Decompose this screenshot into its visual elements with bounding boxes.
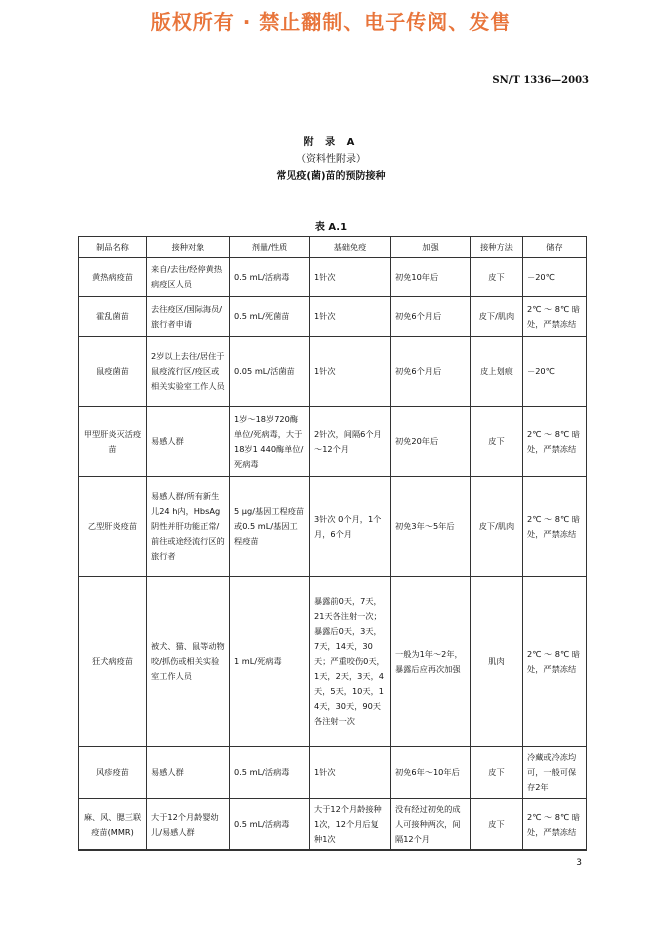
cell-storage: －20℃: [523, 337, 587, 407]
cell-booster: 初免20年后: [391, 407, 471, 477]
cell-route: 皮下: [471, 258, 523, 297]
header-target-group: 接种对象: [147, 237, 230, 258]
cell-product: 甲型肝炎灭活疫苗: [79, 407, 147, 477]
cell-product: 麻、风、腮三联疫苗(MMR): [79, 799, 147, 851]
table-row: [79, 407, 587, 477]
cell-storage: 冷藏或冷冻均可，一般可保存2年: [523, 747, 587, 799]
cell-target: 易感人群: [147, 407, 230, 477]
cell-storage: 2℃ ～ 8℃ 暗处，严禁冻结: [523, 577, 587, 747]
cell-route: 皮下: [471, 407, 523, 477]
table-row: [79, 799, 587, 851]
cell-basic: 1针次: [310, 747, 391, 799]
cell-dose: 0.5 mL/活病毒: [230, 799, 310, 851]
cell-product: 乙型肝炎疫苗: [79, 477, 147, 577]
annex-title: 常见疫(菌)苗的预防接种: [276, 171, 386, 182]
cell-booster: 一般为1年～2年，暴露后应再次加强: [391, 577, 471, 747]
vaccine-table: [78, 236, 587, 851]
standard-code: SN/T 1336—2003: [492, 75, 589, 86]
page-number: 3: [576, 858, 582, 868]
cell-target: 易感人群: [147, 747, 230, 799]
cell-route: 皮下: [471, 747, 523, 799]
cell-booster: 初免6个月后: [391, 337, 471, 407]
cell-target: 被犬、猫、鼠等动物咬/抓伤或相关实验室工作人员: [147, 577, 230, 747]
cell-route: 皮下: [471, 799, 523, 851]
cell-booster: 初免6个月后: [391, 297, 471, 337]
header-booster: 加强: [391, 237, 471, 258]
cell-route: 皮下/肌肉: [471, 297, 523, 337]
cell-dose: 0.05 mL/活菌苗: [230, 337, 310, 407]
cell-target: 易感人群/所有新生儿24 h内，HbsAg阴性并肝功能正常/前往或途经流行区的旅行者: [147, 477, 230, 577]
cell-storage: 2℃ ～ 8℃ 暗处，严禁冻结: [523, 407, 587, 477]
cell-dose: 0.5 mL/死菌苗: [230, 297, 310, 337]
watermark-banner: 版权所有 · 禁止翻制、电子传阅、发售: [150, 10, 512, 34]
table-row: [79, 337, 587, 407]
table-header-row: [79, 237, 587, 258]
header-storage: 储存: [523, 237, 587, 258]
cell-basic: 1针次: [310, 297, 391, 337]
cell-route: 肌肉: [471, 577, 523, 747]
cell-target: 大于12个月龄婴幼儿/易感人群: [147, 799, 230, 851]
cell-basic: 2针次，间隔6个月～12个月: [310, 407, 391, 477]
footer-rule: [78, 849, 586, 850]
cell-route: 皮下/肌肉: [471, 477, 523, 577]
table-row: [79, 577, 587, 747]
cell-dose: 1 mL/死病毒: [230, 577, 310, 747]
cell-dose: 1岁～18岁720酶单位/死病毒，大于18岁1 440酶单位/死病毒: [230, 407, 310, 477]
cell-target: 去往疫区/国际海员/旅行者申请: [147, 297, 230, 337]
cell-basic: 3针次 0个月，1个月，6个月: [310, 477, 391, 577]
cell-storage: －20℃: [523, 258, 587, 297]
cell-product: 狂犬病疫苗: [79, 577, 147, 747]
cell-storage: 2℃ ～ 8℃ 暗处，严禁冻结: [523, 477, 587, 577]
annex-label: 附 录 A: [303, 137, 359, 148]
table-row: [79, 297, 587, 337]
cell-basic: 1针次: [310, 258, 391, 297]
cell-product: 鼠疫菌苗: [79, 337, 147, 407]
cell-booster: 初免10年后: [391, 258, 471, 297]
header-product-name: 制品名称: [79, 237, 147, 258]
table-row: [79, 477, 587, 577]
header-basic-immunization: 基础免疫: [310, 237, 391, 258]
cell-basic: 1针次: [310, 337, 391, 407]
cell-storage: 2℃ ～ 8℃ 暗处，严禁冻结: [523, 799, 587, 851]
cell-basic: 大于12个月龄接种1次，12个月后复种1次: [310, 799, 391, 851]
cell-dose: 0.5 mL/活病毒: [230, 747, 310, 799]
annex-type: （资料性附录）: [296, 154, 366, 165]
header-route: 接种方法: [471, 237, 523, 258]
cell-product: 霍乱菌苗: [79, 297, 147, 337]
table-row: [79, 258, 587, 297]
table-caption: 表 A.1: [314, 222, 348, 233]
cell-booster: 没有经过初免的成人可接种两次，间隔12个月: [391, 799, 471, 851]
cell-product: 黄热病疫苗: [79, 258, 147, 297]
cell-basic: 暴露前0天，7天，21天各注射一次；暴露后0天，3天，7天，14天，30天；严重咬伤0天，1天，2天，3天，4天，5天，10天，14天，30天，90天各注射一次: [310, 577, 391, 747]
cell-route: 皮上划痕: [471, 337, 523, 407]
header-dose-type: 剂量/性质: [230, 237, 310, 258]
cell-target: 2岁以上去往/居住于鼠疫流行区/疫区或相关实验室工作人员: [147, 337, 230, 407]
cell-target: 来自/去往/经停黄热病疫区人员: [147, 258, 230, 297]
cell-booster: 初免3年～5年后: [391, 477, 471, 577]
cell-booster: 初免6年～10年后: [391, 747, 471, 799]
cell-dose: 5 μg/基因工程疫苗或0.5 mL/基因工程疫苗: [230, 477, 310, 577]
cell-product: 风疹疫苗: [79, 747, 147, 799]
table-row: [79, 747, 587, 799]
cell-dose: 0.5 mL/活病毒: [230, 258, 310, 297]
cell-storage: 2℃ ～ 8℃ 暗处，严禁冻结: [523, 297, 587, 337]
